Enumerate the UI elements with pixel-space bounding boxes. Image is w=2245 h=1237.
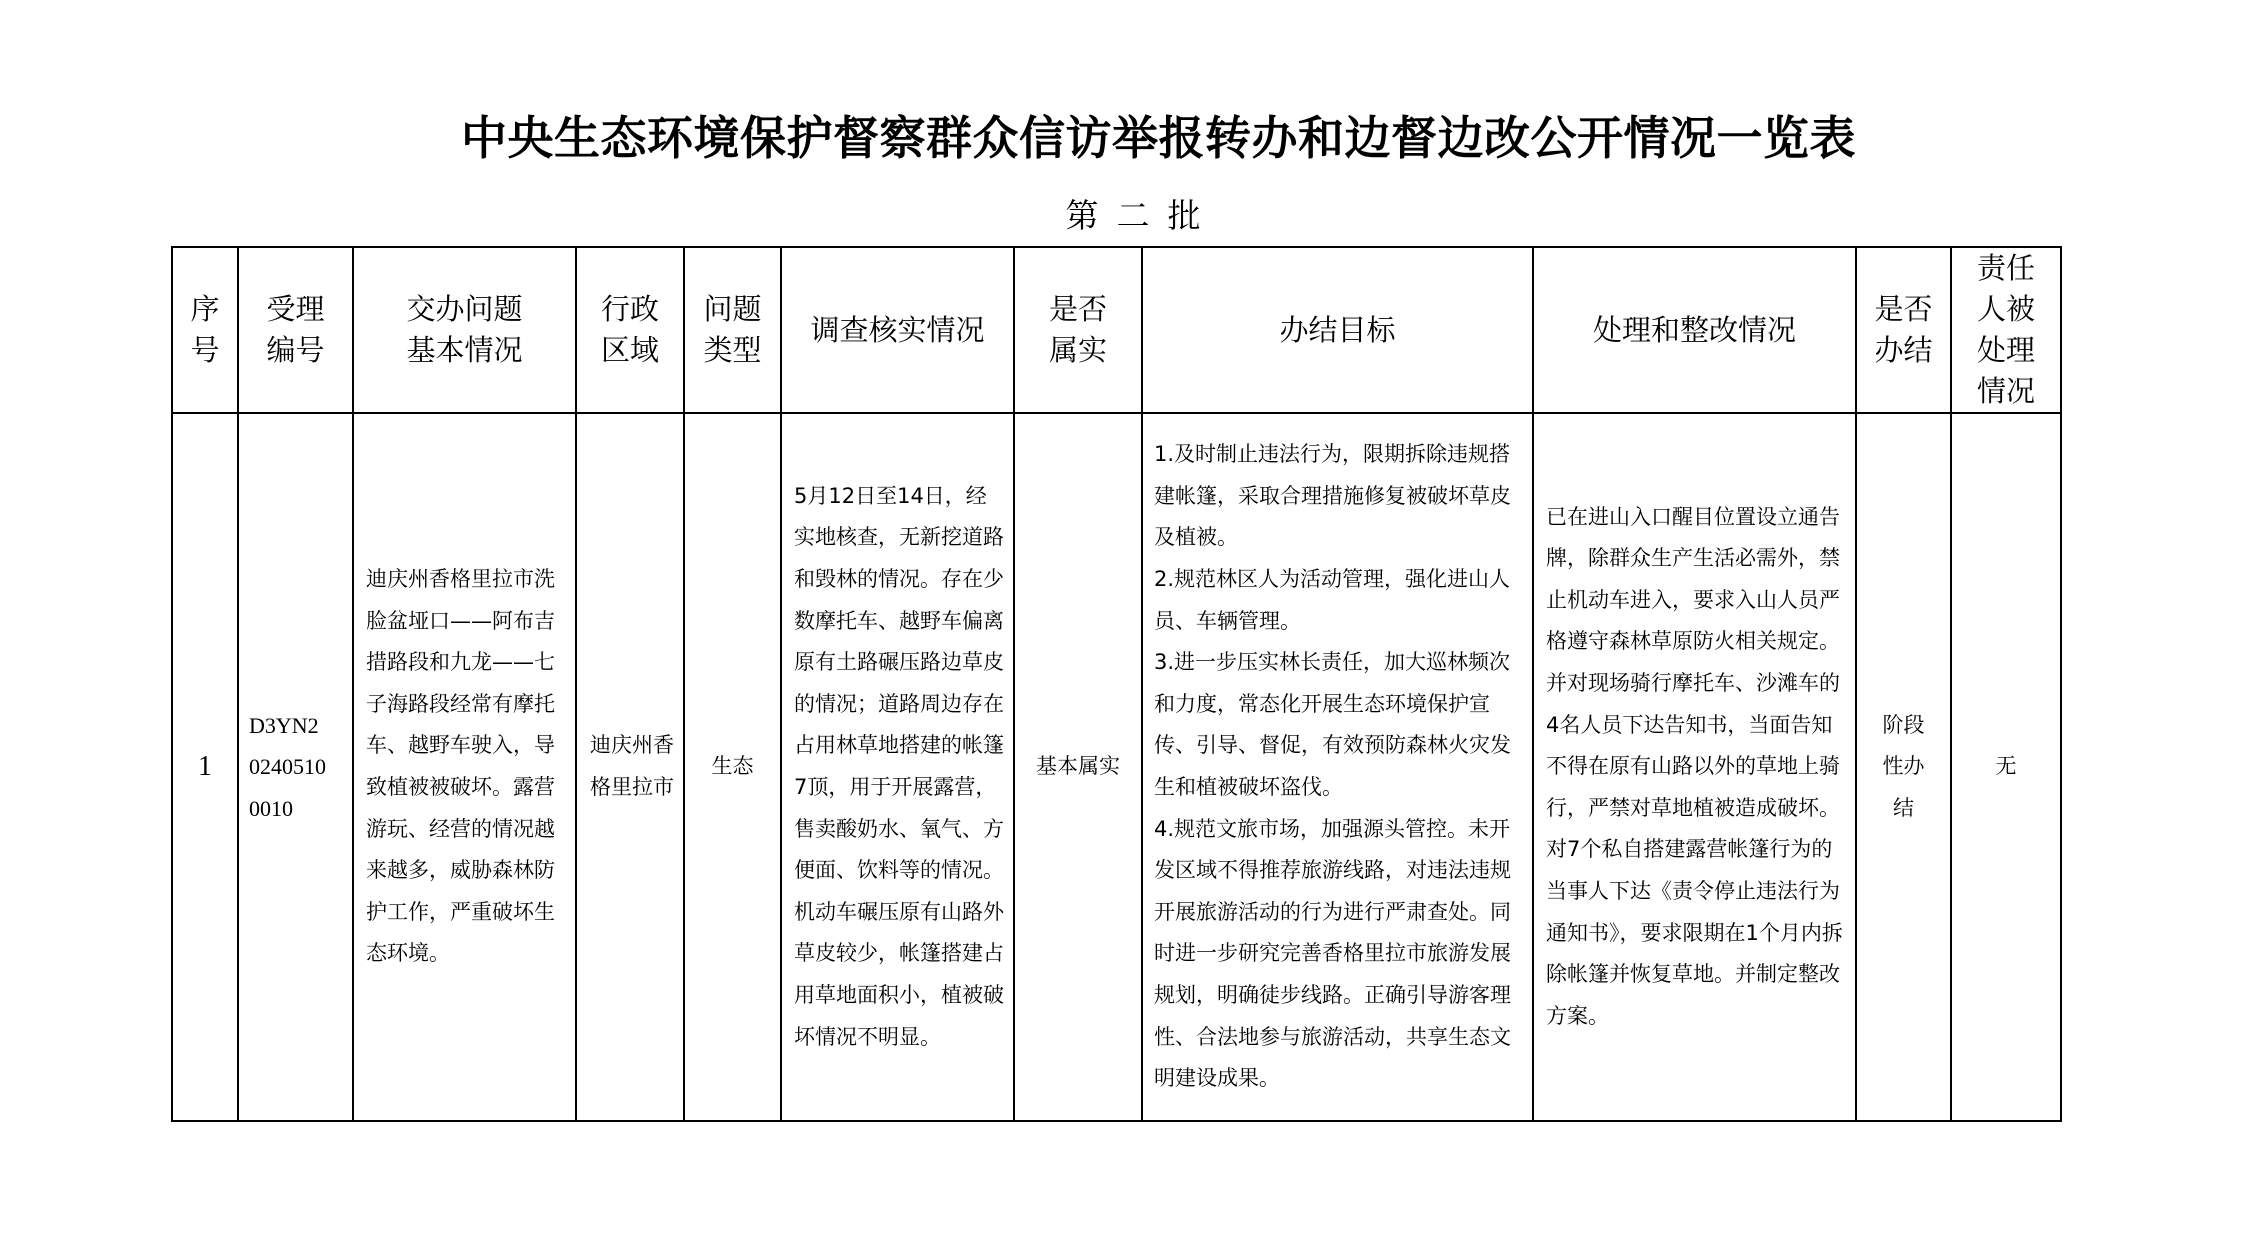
header-issue: 交办问题 基本情况 (353, 247, 576, 413)
page-title (0, 110, 2245, 166)
header-accountability: 责任 人被 处理 情况 (1951, 247, 2061, 413)
header-investigation: 调查核实情况 (781, 247, 1014, 413)
cell-issue: 迪庆州香格里拉市洗脸盆垭口——阿布吉措路段和九龙——七子海路段经常有摩托车、越野车驶入，导致植被被破坏。露营游玩、经营的情况越来越多，威胁森林防护工作，严重破坏生态环境。 (353, 413, 576, 1121)
header-region: 行政 区域 (576, 247, 684, 413)
cell-goals (1142, 413, 1533, 1121)
cell-accountability: 无 (1951, 413, 2061, 1121)
header-row (172, 247, 2061, 413)
header-is-closed: 是否 办结 (1856, 247, 1951, 413)
cell-investigation: 5月12日至14日，经实地核查，无新挖道路和毁林的情况。存在少数摩托车、越野车偏离原有土路碾压路边草皮的情况；道路周边存在占用林草地搭建的帐篷7顶，用于开展露营，售卖酸奶水、氧气、方便面、饮料等的情况。机动车碾压原有山路外草皮较少，帐篷搭建占用草地面积小，植被破坏情况不明显。 (781, 413, 1014, 1121)
cell-case-id: D3YN2 0240510 0010 (238, 413, 353, 1121)
cell-is-true: 基本属实 (1014, 413, 1142, 1121)
header-type: 问题 类型 (684, 247, 781, 413)
goal-item: 1.及时制止违法行为，限期拆除违规搭建帐篷，采取合理措施修复被破坏草皮及植被。 (1154, 442, 1511, 550)
cell-region: 迪庆州香格里拉市 (576, 413, 684, 1121)
header-goals: 办结目标 (1142, 247, 1533, 413)
cell-type: 生态 (684, 413, 781, 1121)
cell-rectification: 已在进山入口醒目位置设立通告牌，除群众生产生活必需外，禁止机动车进入，要求入山人员严格遵守森林草原防火相关规定。并对现场骑行摩托车、沙滩车的4名人员下达告知书，当面告知不得在原有山路以外的草地上骑行，严禁对草地植被造成破坏。对7个私自搭建露营帐篷行为的当事人下达《责令停止违法行为通知书》，要求限期在1个月内拆除帐篷并恢复草地。并制定整改方案。 (1533, 413, 1856, 1121)
goal-item: 3.进一步压实林长责任，加大巡林频次和力度，常态化开展生态环境保护宣传、引导、督促，有效预防森林火灾发生和植被破坏盗伐。 (1154, 650, 1511, 799)
header-case-id: 受理 编号 (238, 247, 353, 413)
header-rectification: 处理和整改情况 (1533, 247, 1856, 413)
goal-item: 4.规范文旅市场，加强源头管控。未开发区域不得推荐旅游线路，对违法违规开展旅游活动的行为进行严肃查处。同时进一步研究完善香格里拉市旅游发展规划，明确徒步线路。正确引导游客理性、合法地参与旅游活动，共享生态文明建设成果。 (1154, 816, 1511, 1091)
disclosure-table (171, 246, 2062, 1122)
header-is-true: 是否 属实 (1014, 247, 1142, 413)
goal-item: 2.规范林区人为活动管理，强化进山人员、车辆管理。 (1154, 567, 1511, 633)
table-row (172, 413, 2061, 1121)
header-seq: 序 号 (172, 247, 238, 413)
page-title-text: 中央生态环境保护督察群众信访举报转办和边督边改公开情况一览表 (461, 111, 1856, 165)
batch-subtitle: 第二批 (1065, 196, 1219, 235)
cell-seq: 1 (172, 413, 238, 1121)
cell-is-closed: 阶段性办结 (1856, 413, 1951, 1121)
